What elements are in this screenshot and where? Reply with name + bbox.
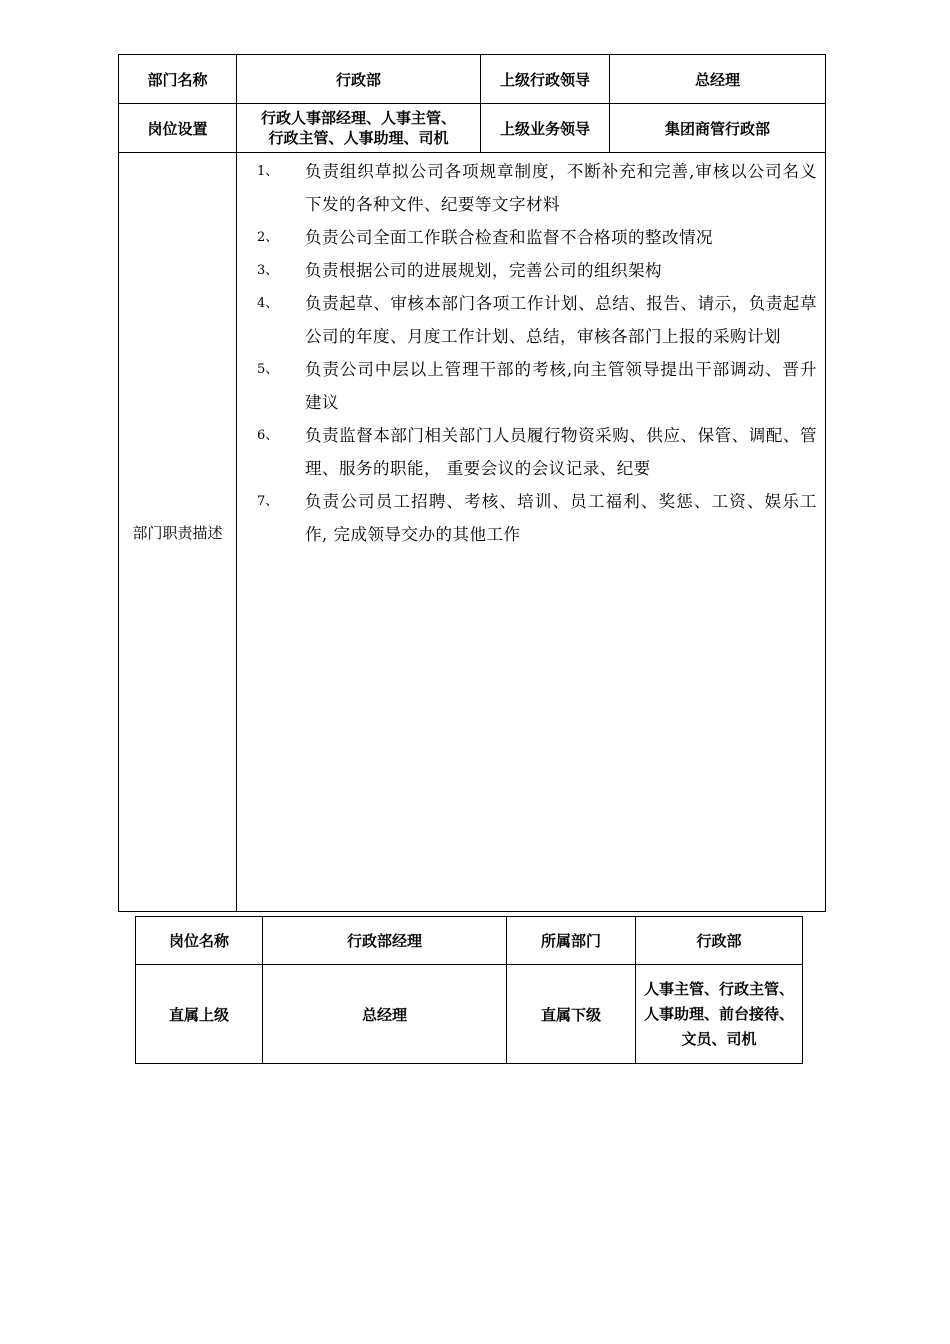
duty-text: 负责公司员工招聘、考核、培训、员工福利、奖惩、工资、娱乐工作, 完成领导交办的其他工作 bbox=[305, 492, 817, 544]
duty-item bbox=[257, 485, 817, 551]
duty-text: 负责起草、审核本部门各项工作计划、总结、报告、请示，负责起草公司的年度、月度工作计划、总结，审核各部门上报的采购计划 bbox=[305, 294, 817, 346]
duty-number: 2、 bbox=[257, 230, 279, 245]
duty-number: 4、 bbox=[257, 296, 279, 311]
admin-leader-label: 上级行政领导 bbox=[481, 55, 610, 104]
positions-value bbox=[237, 104, 481, 153]
department-info-table bbox=[118, 54, 826, 912]
duty-item bbox=[257, 155, 817, 221]
duty-item bbox=[257, 353, 817, 419]
dept-label: 所属部门 bbox=[507, 917, 636, 965]
duty-text: 负责公司全面工作联合检查和监督不合格项的整改情况 bbox=[305, 228, 713, 247]
post-name-label: 岗位名称 bbox=[136, 917, 263, 965]
duty-text: 负责组织草拟公司各项规章制度，不断补充和完善,审核以公司名义下发的各种文件、纪要等文字材料 bbox=[305, 162, 817, 214]
subordinate-value: 人事主管、行政主管、人事助理、前台接待、文员、司机 bbox=[636, 965, 803, 1064]
duty-text: 负责公司中层以上管理干部的考核,向主管领导提出干部调动、晋升建议 bbox=[305, 360, 817, 412]
duties-list bbox=[237, 153, 825, 551]
duty-item bbox=[257, 287, 817, 353]
duty-item bbox=[257, 419, 817, 485]
duty-number: 6、 bbox=[257, 428, 279, 443]
duty-text: 负责监督本部门相关部门人员履行物资采购、供应、保管、调配、管理、服务的职能， 重要会议的会议记录、纪要 bbox=[305, 426, 817, 478]
subordinate-label: 直属下级 bbox=[507, 965, 636, 1064]
dept-name-label: 部门名称 bbox=[119, 55, 237, 104]
dept-name-value: 行政部 bbox=[237, 55, 481, 104]
post-name-value: 行政部经理 bbox=[263, 917, 507, 965]
duties-cell bbox=[237, 153, 826, 912]
post-info-table bbox=[135, 916, 803, 1064]
superior-label: 直属上级 bbox=[136, 965, 263, 1064]
duty-number: 1、 bbox=[257, 164, 279, 179]
positions-value-line2: 行政主管、人事助理、司机 bbox=[268, 129, 449, 147]
superior-value: 总经理 bbox=[263, 965, 507, 1064]
duty-item bbox=[257, 254, 817, 287]
positions-value-line1: 行政人事部经理、人事主管、 bbox=[260, 109, 456, 127]
business-leader-label: 上级业务领导 bbox=[481, 104, 610, 153]
dept-value: 行政部 bbox=[636, 917, 803, 965]
duty-item bbox=[257, 221, 817, 254]
duty-text: 负责根据公司的进展规划，完善公司的组织架构 bbox=[305, 261, 662, 280]
duties-label: 部门职责描述 bbox=[119, 153, 237, 912]
admin-leader-value: 总经理 bbox=[610, 55, 826, 104]
business-leader-value: 集团商管行政部 bbox=[610, 104, 826, 153]
duty-number: 7、 bbox=[257, 494, 279, 509]
duty-number: 3、 bbox=[257, 263, 279, 278]
positions-label: 岗位设置 bbox=[119, 104, 237, 153]
duty-number: 5、 bbox=[257, 362, 279, 377]
